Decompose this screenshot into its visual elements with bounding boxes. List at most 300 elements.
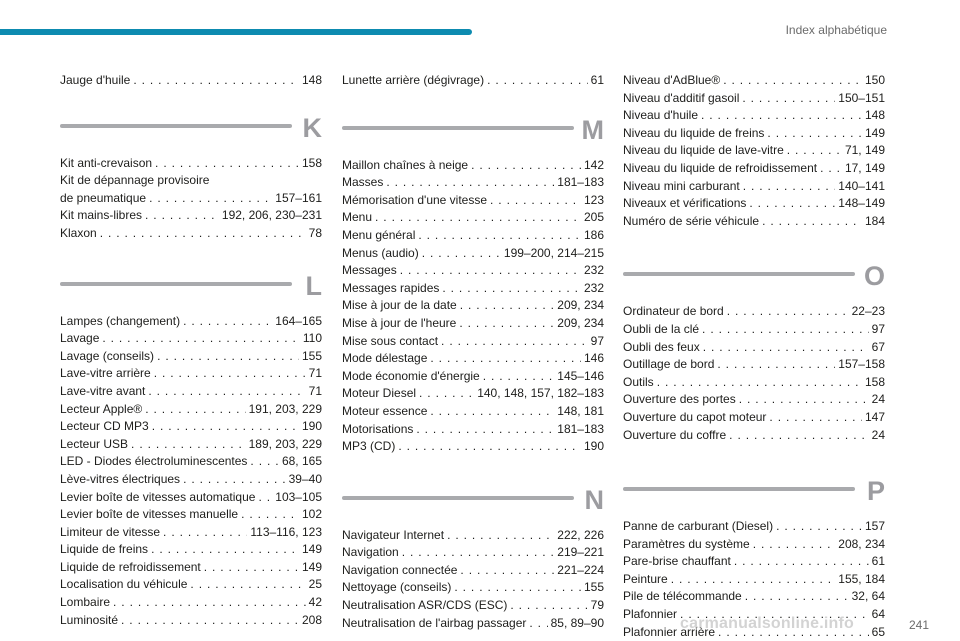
entry-pages: 191, 203, 229 xyxy=(248,401,322,416)
entry-pages: 190 xyxy=(301,419,322,434)
index-entry[interactable] xyxy=(342,421,604,439)
dot-leader xyxy=(787,142,842,160)
index-entry[interactable] xyxy=(623,72,885,90)
entry-label: Jauge d'huile xyxy=(60,73,131,87)
dot-leader xyxy=(386,174,554,192)
index-entry[interactable] xyxy=(342,350,604,368)
dot-leader xyxy=(820,160,842,178)
dot-leader xyxy=(723,72,862,90)
entry-pages: 149 xyxy=(864,125,885,140)
entry-label: Lecteur Apple® xyxy=(60,401,143,416)
entry-label: Plafonnier xyxy=(623,607,678,622)
entry-pages: 181–183 xyxy=(557,175,604,190)
entry-pages: 222, 226 xyxy=(557,527,604,542)
entry-label: Localisation du véhicule xyxy=(60,577,188,592)
entry-pages: 32, 64 xyxy=(851,589,885,604)
entry-label: Messages xyxy=(342,263,397,278)
dot-leader xyxy=(430,403,554,421)
entry-label: Lavage (conseils) xyxy=(60,348,155,363)
entry-label: Ordinateur de bord xyxy=(623,304,724,319)
entry-label: Ouverture du coffre xyxy=(623,427,727,442)
index-entry[interactable] xyxy=(342,403,604,421)
entry-label: Lampes (changement) xyxy=(60,313,181,328)
dot-leader xyxy=(402,544,555,562)
entry-pages: 209, 234 xyxy=(557,298,604,313)
entry-label: Ouverture du capot moteur xyxy=(623,409,767,424)
index-entry[interactable] xyxy=(623,553,885,571)
entry-label: Masses xyxy=(342,175,384,190)
entry-pages: 64 xyxy=(871,607,885,622)
entry-label: Navigation xyxy=(342,545,399,560)
dot-leader xyxy=(418,227,581,245)
dot-leader xyxy=(776,518,862,536)
dot-leader xyxy=(183,313,272,331)
dot-leader xyxy=(102,330,299,348)
index-entry[interactable] xyxy=(342,368,604,386)
index-entry[interactable] xyxy=(623,571,885,589)
entry-pages: 155 xyxy=(583,580,604,595)
entry-label: Menu général xyxy=(342,227,416,242)
dot-leader xyxy=(447,527,554,545)
section-header-l xyxy=(60,270,322,310)
entry-label: Paramètres du système xyxy=(623,536,750,551)
entry-label: Numéro de série véhicule xyxy=(623,213,760,228)
dot-leader xyxy=(510,597,587,615)
section-header-p xyxy=(623,475,885,515)
index-column-3 xyxy=(623,72,885,641)
entry-pages: 148 xyxy=(864,108,885,123)
entry-pages: 148–149 xyxy=(838,196,885,211)
index-entry[interactable] xyxy=(60,383,322,401)
entries-l xyxy=(60,313,322,630)
entry-label: Navigateur Internet xyxy=(342,527,445,542)
dot-leader xyxy=(145,207,219,225)
index-entry[interactable] xyxy=(623,518,885,536)
index-entry[interactable] xyxy=(342,315,604,333)
dot-leader xyxy=(442,280,581,298)
entry-label: Moteur Diesel xyxy=(342,386,417,401)
dot-leader xyxy=(250,453,279,471)
entry-pages: 190 xyxy=(583,439,604,454)
entry-pages: 208, 234 xyxy=(838,536,885,551)
index-entry[interactable] xyxy=(60,313,322,331)
section-divider xyxy=(60,282,292,286)
entry-label: Niveau mini carburant xyxy=(623,178,740,193)
entry-pages: 232 xyxy=(583,280,604,295)
dot-leader xyxy=(729,427,868,445)
entry-pages: 102 xyxy=(301,507,322,522)
dot-leader xyxy=(460,562,554,580)
section-letter: P xyxy=(866,476,885,507)
dot-leader xyxy=(454,579,581,597)
entry-label: Pare-brise chauffant xyxy=(623,554,731,569)
entry-pages: 149 xyxy=(301,542,322,557)
index-entry[interactable] xyxy=(60,401,322,419)
entry-pages: 189, 203, 229 xyxy=(248,436,322,451)
section-letter: M xyxy=(581,114,604,145)
entry-pages: 145–146 xyxy=(557,368,604,383)
dot-leader xyxy=(190,576,305,594)
entries-m xyxy=(342,157,604,456)
entry-pages: 219–221 xyxy=(557,545,604,560)
entry-label: Outils xyxy=(623,374,654,389)
entry-pages: 155, 184 xyxy=(838,571,885,586)
entry-pages: 149 xyxy=(301,559,322,574)
entry-pages: 146 xyxy=(583,351,604,366)
dot-leader xyxy=(145,401,245,419)
entry-pages: 113–116, 123 xyxy=(250,524,322,539)
index-entry[interactable] xyxy=(623,427,885,445)
entry-pages: 157 xyxy=(864,519,885,534)
entry-pages: 192, 206, 230–231 xyxy=(221,208,322,223)
dot-leader xyxy=(100,225,306,243)
section-divider xyxy=(60,124,292,128)
index-entry[interactable] xyxy=(342,262,604,280)
dot-leader xyxy=(154,365,306,383)
dot-leader xyxy=(745,588,849,606)
page-number: 241 xyxy=(908,618,929,632)
entry-label: Niveau d'AdBlue® xyxy=(623,73,721,87)
index-entry[interactable] xyxy=(60,471,322,489)
index-entry[interactable] xyxy=(342,438,604,456)
entry-pages: 71 xyxy=(308,366,322,381)
entry-pages: 97 xyxy=(871,321,885,336)
section-letter: N xyxy=(584,484,604,515)
dot-leader xyxy=(152,418,299,436)
dot-leader xyxy=(753,536,836,554)
entry-pages: 205 xyxy=(583,210,604,225)
dot-leader xyxy=(762,213,862,231)
entry-pages: 24 xyxy=(871,392,885,407)
entry-pages: 103–105 xyxy=(275,489,322,504)
index-entry[interactable] xyxy=(623,374,885,392)
entry-pages: 142 xyxy=(583,157,604,172)
entry-pages: 158 xyxy=(864,374,885,389)
dot-leader xyxy=(148,383,305,401)
dot-leader xyxy=(717,356,835,374)
section-letter: L xyxy=(305,270,322,301)
entry-pages: 199–200, 214–215 xyxy=(503,245,604,260)
dot-leader xyxy=(487,72,588,90)
entry-pages: 22–23 xyxy=(851,304,885,319)
entry-pages: 186 xyxy=(583,227,604,242)
dot-leader xyxy=(121,612,299,630)
entry-label: Luminosité xyxy=(60,612,119,627)
entry-label: Klaxon xyxy=(60,225,97,240)
dot-leader xyxy=(702,321,869,339)
entry-label: Liquide de refroidissement xyxy=(60,559,201,574)
index-entry[interactable] xyxy=(623,107,885,125)
dot-leader xyxy=(151,541,299,559)
entry-label: Liquide de freins xyxy=(60,542,149,557)
entry-label: Neutralisation de l'airbag passager xyxy=(342,615,527,630)
dot-leader xyxy=(483,368,555,386)
index-entry[interactable] xyxy=(60,436,322,454)
header-accent-bar xyxy=(0,29,472,35)
entry-label: Levier boîte de vitesses automatique xyxy=(60,489,256,504)
index-entry[interactable] xyxy=(623,391,885,409)
index-entry[interactable] xyxy=(60,348,322,366)
entry-pages: 147 xyxy=(864,409,885,424)
entry-label: MP3 (CD) xyxy=(342,439,396,454)
entry-pages: 232 xyxy=(583,263,604,278)
dot-leader xyxy=(471,157,581,175)
entry-pages: 25 xyxy=(308,577,322,592)
dot-leader xyxy=(422,245,501,263)
index-entry[interactable] xyxy=(342,597,604,615)
entry-pages: 97 xyxy=(590,333,604,348)
entry-pages: 148 xyxy=(301,73,322,87)
dot-leader xyxy=(459,315,554,333)
entry-label: Niveau du liquide de refroidissement xyxy=(623,160,818,175)
entry-label: Motorisations xyxy=(342,421,414,436)
entry-pages: 71 xyxy=(308,383,322,398)
entry-label: Mode économie d'énergie xyxy=(342,368,480,383)
index-entry[interactable] xyxy=(342,333,604,351)
dot-leader xyxy=(657,374,862,392)
entry-label: Lave-vitre arrière xyxy=(60,366,151,381)
index-entry[interactable] xyxy=(342,527,604,545)
dot-leader xyxy=(131,436,246,454)
section-header-n xyxy=(342,484,604,524)
index-entry[interactable] xyxy=(623,125,885,143)
index-entry[interactable] xyxy=(623,178,885,196)
entry-pages: 155 xyxy=(301,348,322,363)
dot-leader xyxy=(163,524,247,542)
section-header-k xyxy=(60,112,322,152)
index-entry[interactable] xyxy=(623,339,885,357)
entry-label: Neutralisation ASR/CDS (ESC) xyxy=(342,598,508,613)
index-entry[interactable] xyxy=(60,559,322,577)
dot-leader xyxy=(749,195,835,213)
section-divider xyxy=(623,272,855,276)
entry-pages: 157–158 xyxy=(838,357,885,372)
entry-pages: 184 xyxy=(864,213,885,228)
watermark-logo: carmanualsonline.info xyxy=(680,615,855,632)
entry-label: Niveaux et vérifications xyxy=(623,196,747,211)
section-header-m xyxy=(342,114,604,154)
entry-pages: 67 xyxy=(871,339,885,354)
section-header-o xyxy=(623,260,885,300)
index-entry[interactable] xyxy=(342,174,604,192)
entry-pages: 42 xyxy=(308,595,322,610)
dot-leader xyxy=(460,297,555,315)
index-entry[interactable] xyxy=(342,157,604,175)
index-entry[interactable] xyxy=(60,506,322,524)
index-entry[interactable] xyxy=(60,453,322,471)
index-entry[interactable] xyxy=(342,72,604,90)
entry-label: LED - Diodes électroluminescentes xyxy=(60,454,248,469)
dot-leader xyxy=(767,125,862,143)
entry-label: Niveau du liquide de freins xyxy=(623,125,765,140)
index-entry[interactable] xyxy=(623,213,885,231)
page-title: Index alphabétique xyxy=(785,23,887,37)
entry-label: Niveau d'additif gasoil xyxy=(623,90,740,105)
entry-label: Messages rapides xyxy=(342,280,440,295)
dot-leader xyxy=(400,262,581,280)
index-entry[interactable] xyxy=(342,227,604,245)
entry-pages: 110 xyxy=(302,331,322,346)
index-entry[interactable] xyxy=(342,615,604,633)
entry-pages: 61 xyxy=(871,554,885,569)
entry-label: Lève-vitres électriques xyxy=(60,471,181,486)
entry-pages: 208 xyxy=(301,612,322,627)
entry-label: Outillage de bord xyxy=(623,357,715,372)
section-divider xyxy=(342,126,574,130)
dot-leader xyxy=(241,506,299,524)
entry-label: Moteur essence xyxy=(342,403,428,418)
entry-pages: 181–183 xyxy=(557,421,604,436)
index-entry[interactable] xyxy=(623,142,885,160)
entry-pages: 164–165 xyxy=(275,313,322,328)
index-entry[interactable] xyxy=(623,303,885,321)
dot-leader xyxy=(703,339,869,357)
index-entry[interactable] xyxy=(623,321,885,339)
entry-label: Nettoyage (conseils) xyxy=(342,580,452,595)
dot-leader xyxy=(441,333,588,351)
index-entry[interactable] xyxy=(60,365,322,383)
entry-pages: 39–40 xyxy=(288,471,322,486)
index-entry[interactable] xyxy=(342,192,604,210)
dot-leader xyxy=(133,72,299,90)
dot-leader xyxy=(743,178,836,196)
entry-label: Mise à jour de l'heure xyxy=(342,315,457,330)
section-divider xyxy=(623,487,855,491)
entry-pages: 71, 149 xyxy=(844,143,885,158)
entry-label: Oubli de la clé xyxy=(623,321,700,336)
entry-label: Mode délestage xyxy=(342,351,428,366)
dot-leader xyxy=(113,594,306,612)
index-entry[interactable] xyxy=(60,330,322,348)
entry-label: Maillon chaînes à neige xyxy=(342,157,469,172)
index-entry[interactable] xyxy=(342,385,604,403)
section-letter: O xyxy=(863,261,885,292)
entry-pages: 79 xyxy=(590,598,604,613)
entry-label: Panne de carburant (Diesel) xyxy=(623,519,774,534)
index-entry[interactable] xyxy=(60,418,322,436)
dot-leader xyxy=(430,350,581,368)
section-letter: K xyxy=(302,112,322,143)
entry-label: Lave-vitre avant xyxy=(60,383,146,398)
index-entry[interactable] xyxy=(342,209,604,227)
entry-pages: 157–161 xyxy=(275,190,322,205)
entry-label: Lecteur CD MP3 xyxy=(60,419,149,434)
entry-label: Plafonnier arrière xyxy=(623,624,716,639)
index-entry[interactable] xyxy=(60,576,322,594)
index-entry[interactable] xyxy=(60,489,322,507)
dot-leader xyxy=(375,209,581,227)
index-column-1 xyxy=(60,72,322,629)
entry-pages: 85, 89–90 xyxy=(550,615,604,630)
entry-label: Lunette arrière (dégivrage) xyxy=(342,73,485,87)
index-entry[interactable] xyxy=(623,90,885,108)
dot-leader xyxy=(671,571,836,589)
index-entry[interactable] xyxy=(342,544,604,562)
index-entry[interactable] xyxy=(342,297,604,315)
entry-pages: 24 xyxy=(871,427,885,442)
index-entry[interactable] xyxy=(342,280,604,298)
entries-o xyxy=(623,303,885,444)
index-entry[interactable] xyxy=(623,195,885,213)
index-entry[interactable] xyxy=(623,536,885,554)
dot-leader xyxy=(183,471,286,489)
entry-label: Niveau du liquide de lave-vitre xyxy=(623,143,784,158)
entry-label: Menu xyxy=(342,210,373,225)
entry-pages: 78 xyxy=(308,225,322,240)
dot-leader xyxy=(419,385,474,403)
index-entry[interactable] xyxy=(60,612,322,630)
index-column-2 xyxy=(342,72,604,632)
entry-label: Kit anti-crevaison xyxy=(60,155,153,170)
entry-pages: 158 xyxy=(301,155,322,170)
entry-pages: 65 xyxy=(871,624,885,639)
dot-leader xyxy=(490,192,581,210)
index-entry[interactable] xyxy=(60,225,322,243)
dot-leader xyxy=(701,107,862,125)
index-entry[interactable] xyxy=(60,72,322,90)
dot-leader xyxy=(258,489,272,507)
entry-label: Niveau d'huile xyxy=(623,108,699,123)
index-entry[interactable] xyxy=(60,207,322,225)
dot-leader xyxy=(742,90,835,108)
index-entry[interactable] xyxy=(60,594,322,612)
entry-label: Limiteur de vitesse xyxy=(60,524,161,539)
entry-label: Lombaire xyxy=(60,595,111,610)
index-entry[interactable] xyxy=(342,245,604,263)
dot-leader xyxy=(204,559,299,577)
index-entry[interactable] xyxy=(60,155,322,173)
dot-leader xyxy=(769,409,862,427)
index-entry[interactable] xyxy=(623,409,885,427)
index-entry[interactable] xyxy=(623,160,885,178)
index-entry[interactable] xyxy=(342,562,604,580)
entry-pages: 140–141 xyxy=(838,178,885,193)
entry-pages: 221–224 xyxy=(557,562,604,577)
entry-pages: 148, 181 xyxy=(557,403,604,418)
entry-label: Mise à jour de la date xyxy=(342,298,457,313)
entry-label: Lavage xyxy=(60,331,100,346)
entry-label: Ouverture des portes xyxy=(623,392,736,407)
entry-label: Peinture xyxy=(623,571,668,586)
entry-pages: 150–151 xyxy=(838,90,885,105)
index-entry[interactable] xyxy=(60,190,322,208)
section-divider xyxy=(342,496,574,500)
dot-leader xyxy=(739,391,869,409)
entry-pages: 68, 165 xyxy=(281,454,322,469)
index-entry[interactable] xyxy=(623,588,885,606)
entry-label: Oubli des feux xyxy=(623,339,700,354)
index-entry[interactable] xyxy=(60,541,322,559)
dot-leader xyxy=(149,190,272,208)
entry-label: Pile de télécommande xyxy=(623,589,742,604)
entry-pages: 150 xyxy=(864,73,885,87)
dot-leader xyxy=(734,553,869,571)
dot-leader xyxy=(727,303,849,321)
dot-leader xyxy=(416,421,554,439)
index-entry[interactable] xyxy=(60,524,322,542)
dot-leader xyxy=(155,155,299,173)
dot-leader xyxy=(398,438,581,456)
entry-label-line1[interactable]: Kit de dépannage provisoire xyxy=(60,173,210,188)
entries-n xyxy=(342,527,604,633)
entry-pages: 209, 234 xyxy=(557,315,604,330)
entry-label: Levier boîte de vitesses manuelle xyxy=(60,507,239,522)
index-entry[interactable] xyxy=(623,356,885,374)
index-entry[interactable] xyxy=(342,579,604,597)
entry-label: Mémorisation d'une vitesse xyxy=(342,192,488,207)
entry-label: Mise sous contact xyxy=(342,333,439,348)
entry-pages: 17, 149 xyxy=(844,160,885,175)
